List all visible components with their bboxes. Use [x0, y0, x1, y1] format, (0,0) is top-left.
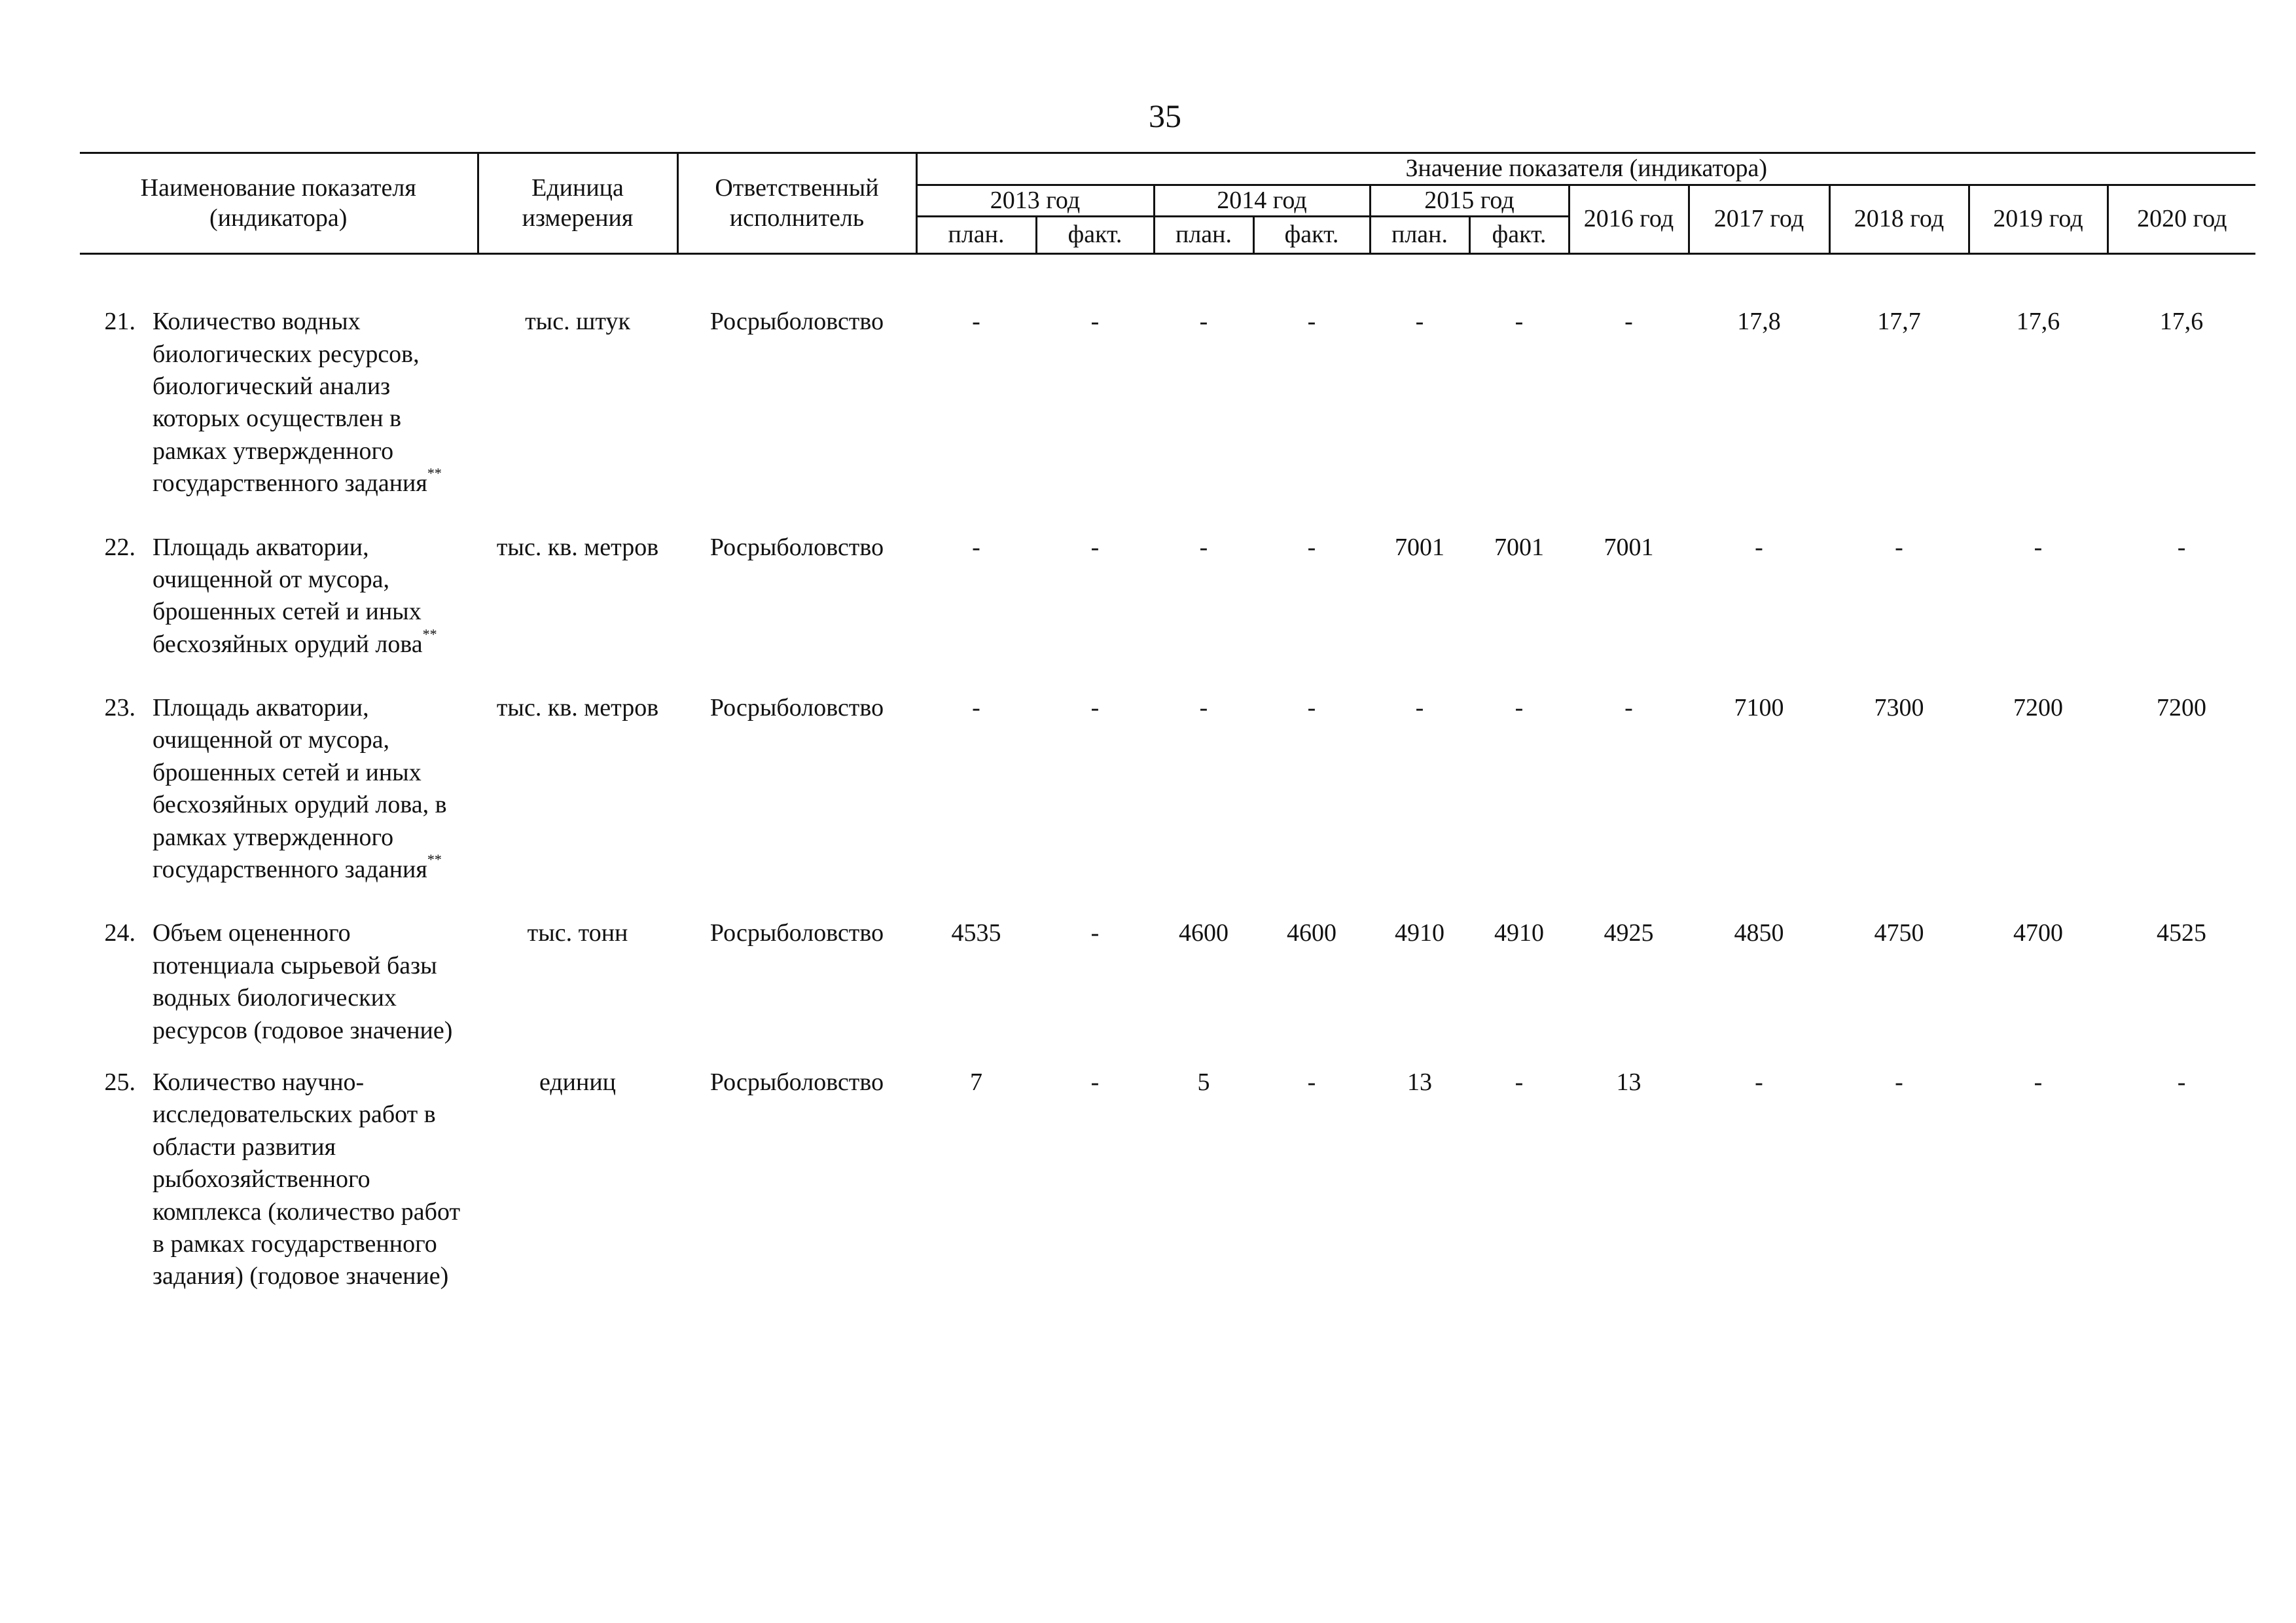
unit-of-measure: единиц: [539, 1068, 617, 1096]
table-row: [80, 1067, 2255, 1324]
value-cell: -: [2034, 533, 2043, 561]
header-fact-2014: факт.: [1253, 217, 1370, 254]
value-cell: 4600: [1287, 919, 1336, 947]
responsible-executor: Росрыболовство: [709, 308, 884, 336]
value-cell: -: [1090, 533, 1100, 561]
header-year-2016: 2016 год: [1569, 185, 1689, 254]
value-cell: -: [2177, 1068, 2186, 1096]
value-cell: -: [1307, 533, 1316, 561]
indicator-name: [149, 306, 478, 531]
value-cell: -: [1515, 308, 1524, 336]
value-cell: -: [1307, 308, 1316, 336]
value-cell: 4750: [1874, 919, 1924, 947]
value-cell: 5: [1197, 1068, 1210, 1096]
header-indicator-name: Наименование показателя (индикатора): [80, 153, 478, 254]
value-cell: 13: [1616, 1068, 1641, 1096]
responsible-executor: Росрыболовство: [709, 1068, 884, 1096]
value-cell: 4925: [1604, 919, 1654, 947]
header-plan-2014: план.: [1154, 217, 1253, 254]
row-number: 22.: [104, 533, 135, 561]
table-row: [80, 532, 2255, 693]
indicator-name-text: Объем оцененного потенциала сырьевой базы водных биологических ресурсов (годовое значение): [152, 919, 453, 1044]
indicators-table: [80, 152, 2255, 1324]
value-cell: 17,8: [1737, 308, 1781, 336]
value-cell: 7100: [1734, 694, 1784, 722]
unit-of-measure: тыс. кв. метров: [496, 533, 659, 561]
value-cell: -: [1415, 694, 1424, 722]
header-fact-2013: факт.: [1036, 217, 1154, 254]
responsible-executor: Росрыболовство: [709, 533, 884, 561]
indicator-name: [149, 917, 478, 1067]
value-cell: -: [2034, 1068, 2043, 1096]
header-unit: Единица измерения: [478, 153, 677, 254]
value-cell: 17,6: [2159, 308, 2204, 336]
row-number: 23.: [104, 694, 135, 722]
indicator-name: [149, 532, 478, 693]
value-cell: 4910: [1494, 919, 1544, 947]
value-cell: -: [1415, 308, 1424, 336]
unit-of-measure: тыс. кв. метров: [496, 694, 659, 722]
header-year-2013: 2013 год: [916, 185, 1154, 217]
table-row: [80, 306, 2255, 531]
header-plan-2015: план.: [1370, 217, 1469, 254]
value-cell: 7: [970, 1068, 982, 1096]
unit-of-measure: тыс. штук: [525, 308, 630, 336]
row-number: 21.: [104, 308, 135, 336]
footnote-mark: **: [427, 851, 442, 868]
value-cell: -: [1515, 1068, 1524, 1096]
value-cell: -: [1755, 1068, 1763, 1096]
value-cell: -: [1307, 1068, 1316, 1096]
value-cell: -: [1090, 919, 1100, 947]
header-year-2017: 2017 год: [1689, 185, 1829, 254]
value-cell: -: [972, 308, 980, 336]
value-cell: -: [1090, 308, 1100, 336]
value-cell: -: [1199, 533, 1208, 561]
header-executor: Ответственный исполнитель: [677, 153, 916, 254]
footnote-mark: **: [427, 465, 442, 482]
value-cell: -: [1895, 1068, 1903, 1096]
indicator-name-text: Площадь акватории, очищенной от мусора, брошенных сетей и иных бесхозяйных орудий лова, в рамках утвержденного государственного задания: [152, 694, 447, 884]
value-cell: -: [1090, 694, 1100, 722]
value-cell: -: [1755, 533, 1763, 561]
value-cell: 4600: [1179, 919, 1229, 947]
responsible-executor: Росрыболовство: [709, 919, 884, 947]
table-header: [80, 153, 2255, 254]
value-cell: 4535: [951, 919, 1001, 947]
value-cell: -: [972, 694, 980, 722]
value-cell: -: [1624, 694, 1633, 722]
header-plan-2013: план.: [916, 217, 1036, 254]
value-cell: 4525: [2157, 919, 2207, 947]
value-cell: 7200: [2013, 694, 2063, 722]
value-cell: -: [1895, 533, 1903, 561]
value-cell: 4700: [2013, 919, 2063, 947]
value-cell: 7001: [1494, 533, 1544, 561]
value-cell: -: [1199, 308, 1208, 336]
value-cell: 17,6: [2016, 308, 2060, 336]
value-cell: 7200: [2157, 694, 2207, 722]
page-number: 35: [1149, 98, 1181, 134]
value-cell: -: [1199, 694, 1208, 722]
header-fact-2015: факт.: [1469, 217, 1569, 254]
table-body: [80, 254, 2255, 1324]
value-cell: 17,7: [1877, 308, 1921, 336]
table-row: [80, 917, 2255, 1067]
value-cell: 4850: [1734, 919, 1784, 947]
indicator-name-text: Количество научно-исследовательских работ в области развития рыбохозяйственного комплекса (количество работ в рамках государственного задания) (годовое значение): [152, 1068, 461, 1290]
footnote-mark: **: [422, 625, 437, 642]
header-year-2015: 2015 год: [1370, 185, 1569, 217]
value-cell: -: [972, 533, 980, 561]
row-number: 25.: [104, 1068, 135, 1096]
header-year-2019: 2019 год: [1969, 185, 2108, 254]
header-value-group: Значение показателя (индикатора): [916, 153, 2255, 185]
value-cell: -: [1515, 694, 1524, 722]
row-number: 24.: [104, 919, 135, 947]
header-year-2018: 2018 год: [1829, 185, 1969, 254]
value-cell: 4910: [1395, 919, 1444, 947]
header-year-2014: 2014 год: [1154, 185, 1370, 217]
value-cell: 7001: [1395, 533, 1444, 561]
unit-of-measure: тыс. тонн: [527, 919, 628, 947]
value-cell: 13: [1407, 1068, 1432, 1096]
indicator-name: [149, 1067, 478, 1324]
responsible-executor: Росрыболовство: [709, 694, 884, 722]
table-row: [80, 692, 2255, 917]
value-cell: 7001: [1604, 533, 1654, 561]
indicator-name-text: Количество водных биологических ресурсов, биологический анализ которых осуществлен в рамках утвержденного государственного задания: [152, 308, 427, 498]
value-cell: -: [1624, 308, 1633, 336]
value-cell: 7300: [1874, 694, 1924, 722]
value-cell: -: [1307, 694, 1316, 722]
value-cell: -: [1090, 1068, 1100, 1096]
indicator-name: [149, 692, 478, 917]
header-year-2020: 2020 год: [2108, 185, 2255, 254]
indicator-name-text: Площадь акватории, очищенной от мусора, брошенных сетей и иных бесхозяйных орудий лова: [152, 533, 423, 658]
value-cell: -: [2177, 533, 2186, 561]
